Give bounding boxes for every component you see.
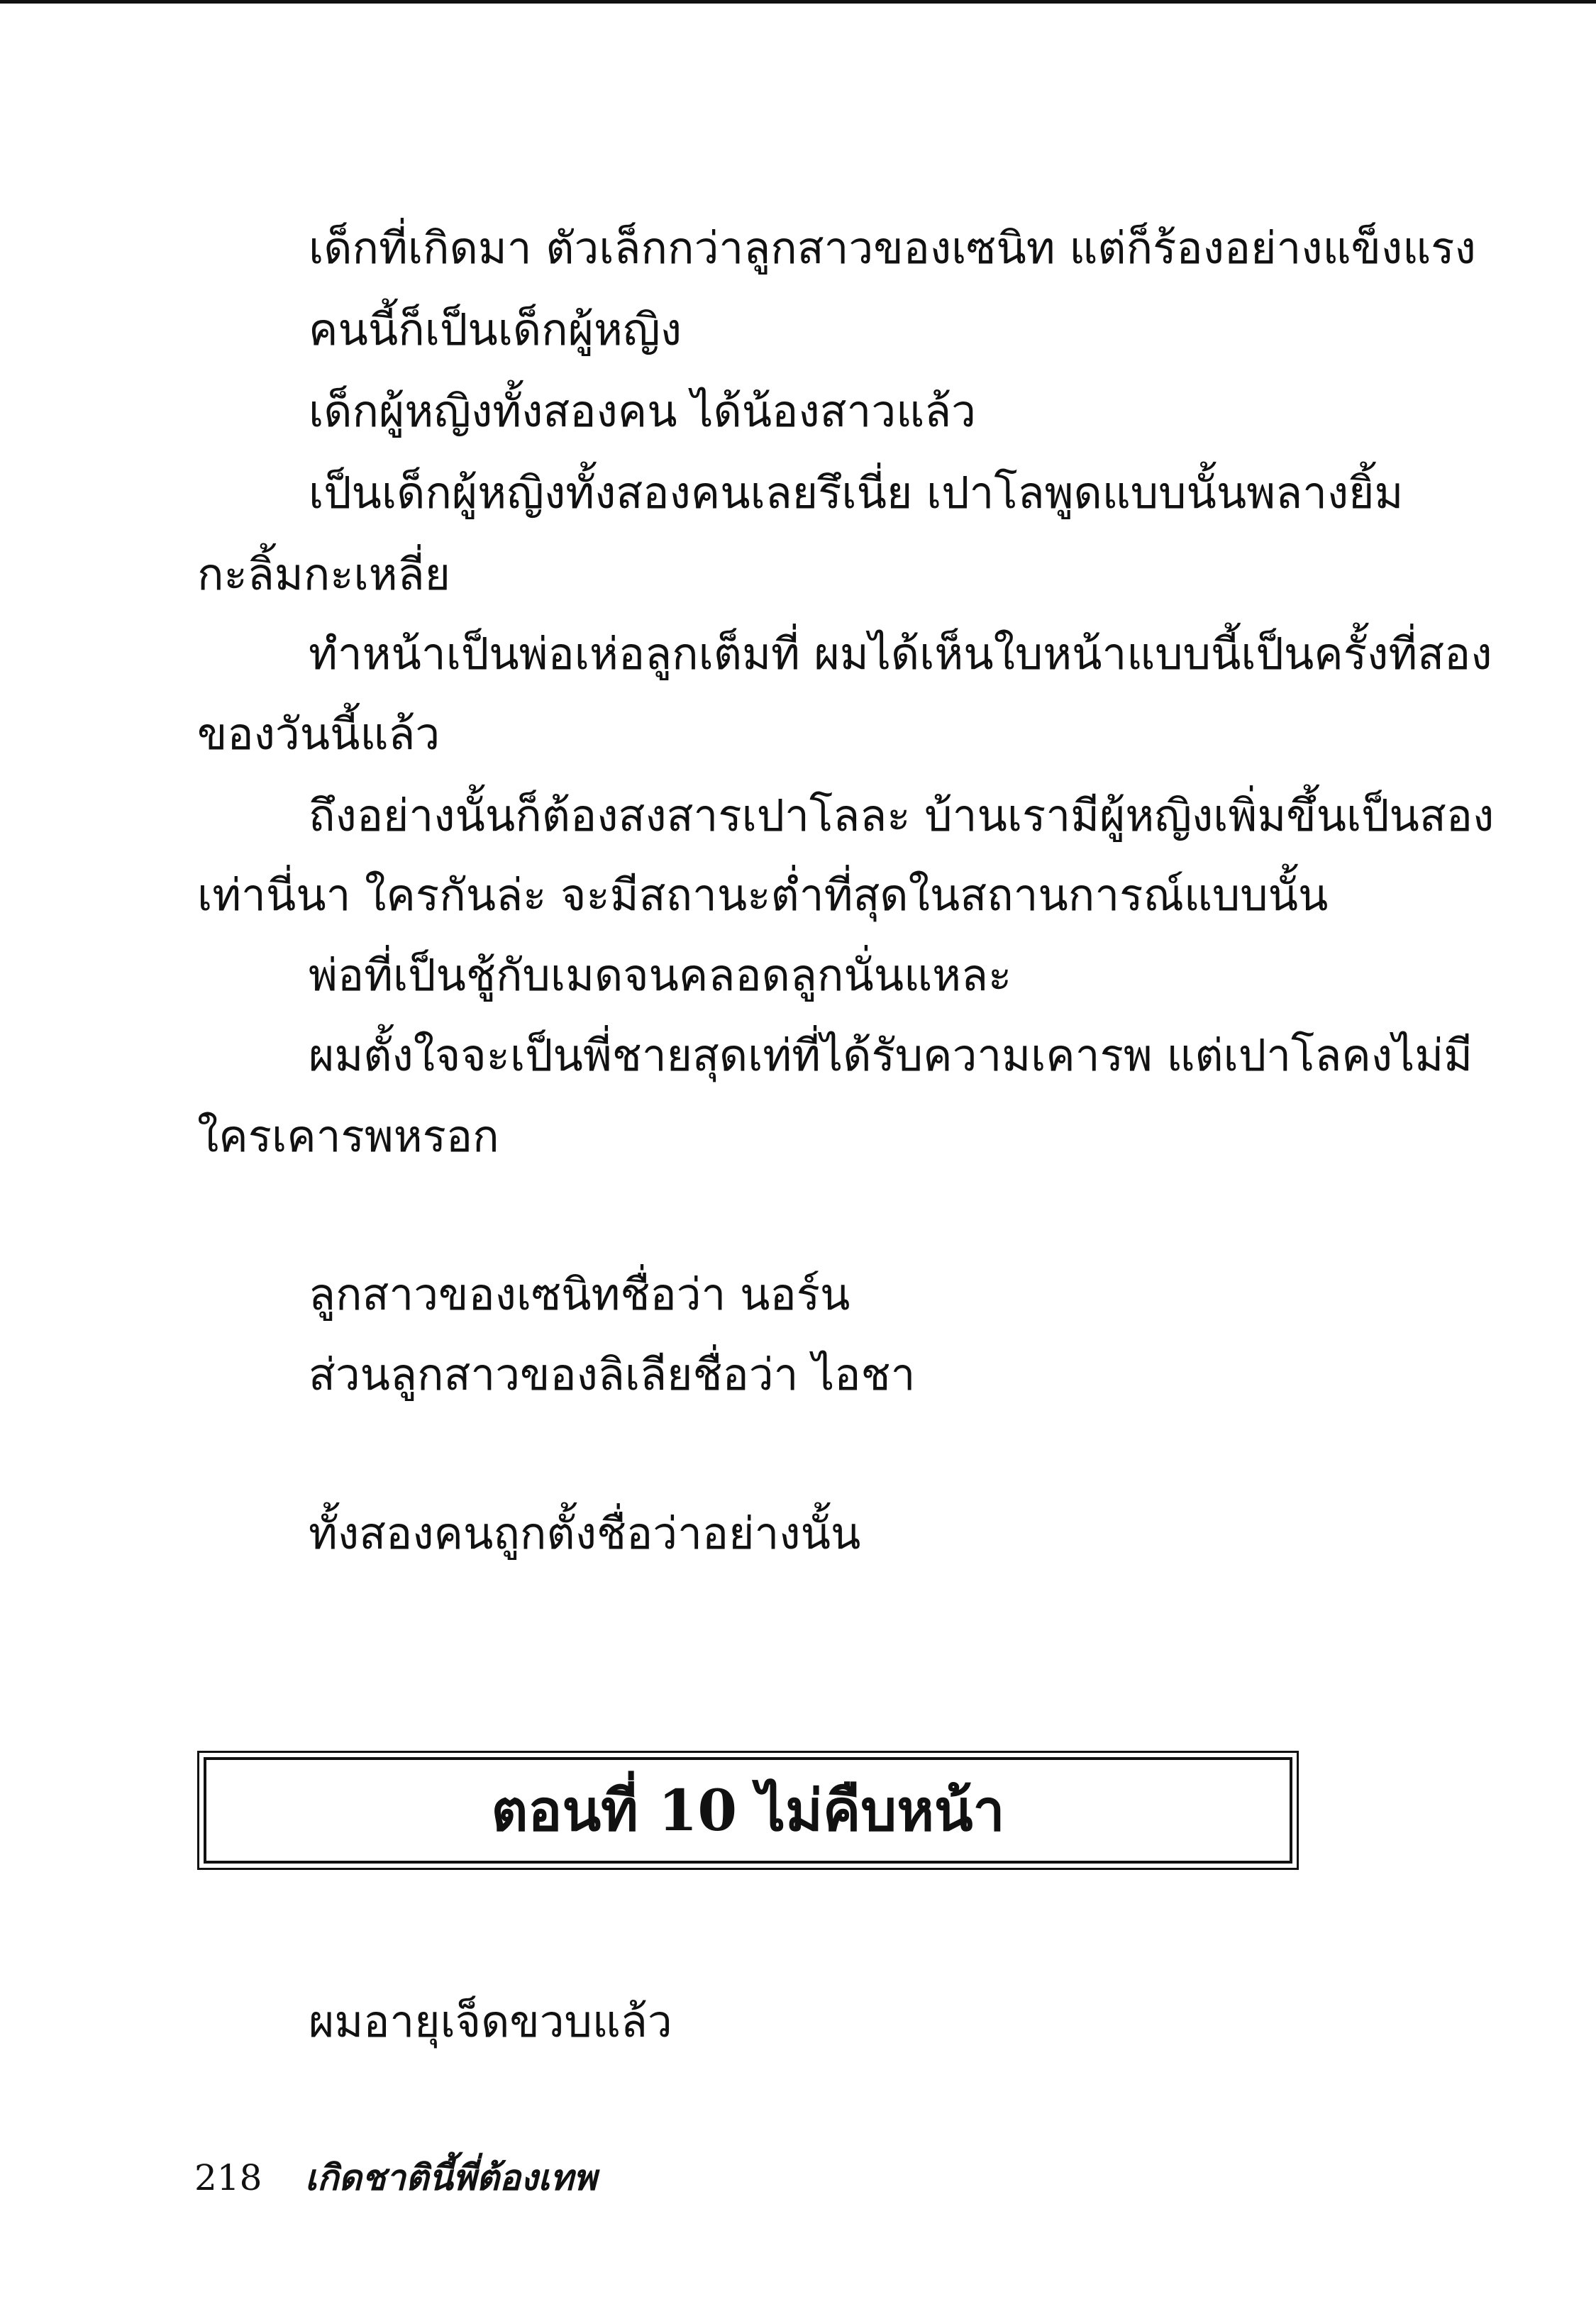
top-border-rule bbox=[0, 0, 1596, 4]
chapter-first-line: ผมอายุเจ็ดขวบแล้ว bbox=[309, 1995, 672, 2047]
chapter-heading-inner-frame bbox=[204, 1757, 1292, 1864]
paragraph-line-11: ผมตั้งใจจะเป็นพี่ชายสุดเท่ที่ได้รับความเคารพ แต่เปาโลคงไม่มี bbox=[309, 1029, 1473, 1081]
paragraph-line-10: พ่อที่เป็นชู้กับเมดจนคลอดลูกนั่นแหละ bbox=[309, 949, 1012, 1001]
paragraph-line-1: เด็กที่เกิดมา ตัวเล็กกว่าลูกสาวของเซนิท แต่ก็ร้องอย่างแข็งแรง bbox=[309, 222, 1476, 274]
paragraph-line-6: ทำหน้าเป็นพ่อเห่อลูกเต็มที่ ผมได้เห็นใบหน้าแบบนี้เป็นครั้งที่สอง bbox=[309, 628, 1492, 680]
paragraph-line-15: ทั้งสองคนถูกตั้งชื่อว่าอย่างนั้น bbox=[309, 1507, 861, 1559]
paragraph-line-14: ส่วนลูกสาวของลิเลียชื่อว่า ไอชา bbox=[309, 1349, 916, 1400]
paragraph-line-7: ของวันนี้แล้ว bbox=[197, 708, 440, 760]
paragraph-line-2: คนนี้ก็เป็นเด็กผู้หญิง bbox=[309, 304, 682, 355]
paragraph-line-9: เท่านี่นา ใครกันล่ะ จะมีสถานะต่ำที่สุดในสถานการณ์แบบนั้น bbox=[197, 869, 1329, 921]
paragraph-line-4: เป็นเด็กผู้หญิงทั้งสองคนเลยรึเนี่ย เปาโลพูดแบบนั้นพลางยิ้ม bbox=[309, 467, 1404, 519]
paragraph-line-5: กะลิ้มกะเหลี่ย bbox=[197, 548, 450, 600]
page-number: 218 bbox=[194, 2157, 262, 2198]
paragraph-line-12: ใครเคารพหรอก bbox=[197, 1110, 499, 1162]
book-title: เกิดชาตินี้พี่ต้องเทพ bbox=[305, 2157, 597, 2198]
chapter-heading-box bbox=[197, 1751, 1299, 1870]
chapter-title: ตอนที่ 10 ไม่คืบหน้า bbox=[491, 1777, 1005, 1844]
paragraph-line-3: เด็กผู้หญิงทั้งสองคน ได้น้องสาวแล้ว bbox=[309, 385, 976, 437]
paragraph-line-8: ถึงอย่างนั้นก็ต้องสงสารเปาโลละ บ้านเรามีผู้หญิงเพิ่มขึ้นเป็นสอง bbox=[309, 790, 1495, 841]
paragraph-line-13: ลูกสาวของเซนิทชื่อว่า นอร์น bbox=[309, 1268, 850, 1320]
